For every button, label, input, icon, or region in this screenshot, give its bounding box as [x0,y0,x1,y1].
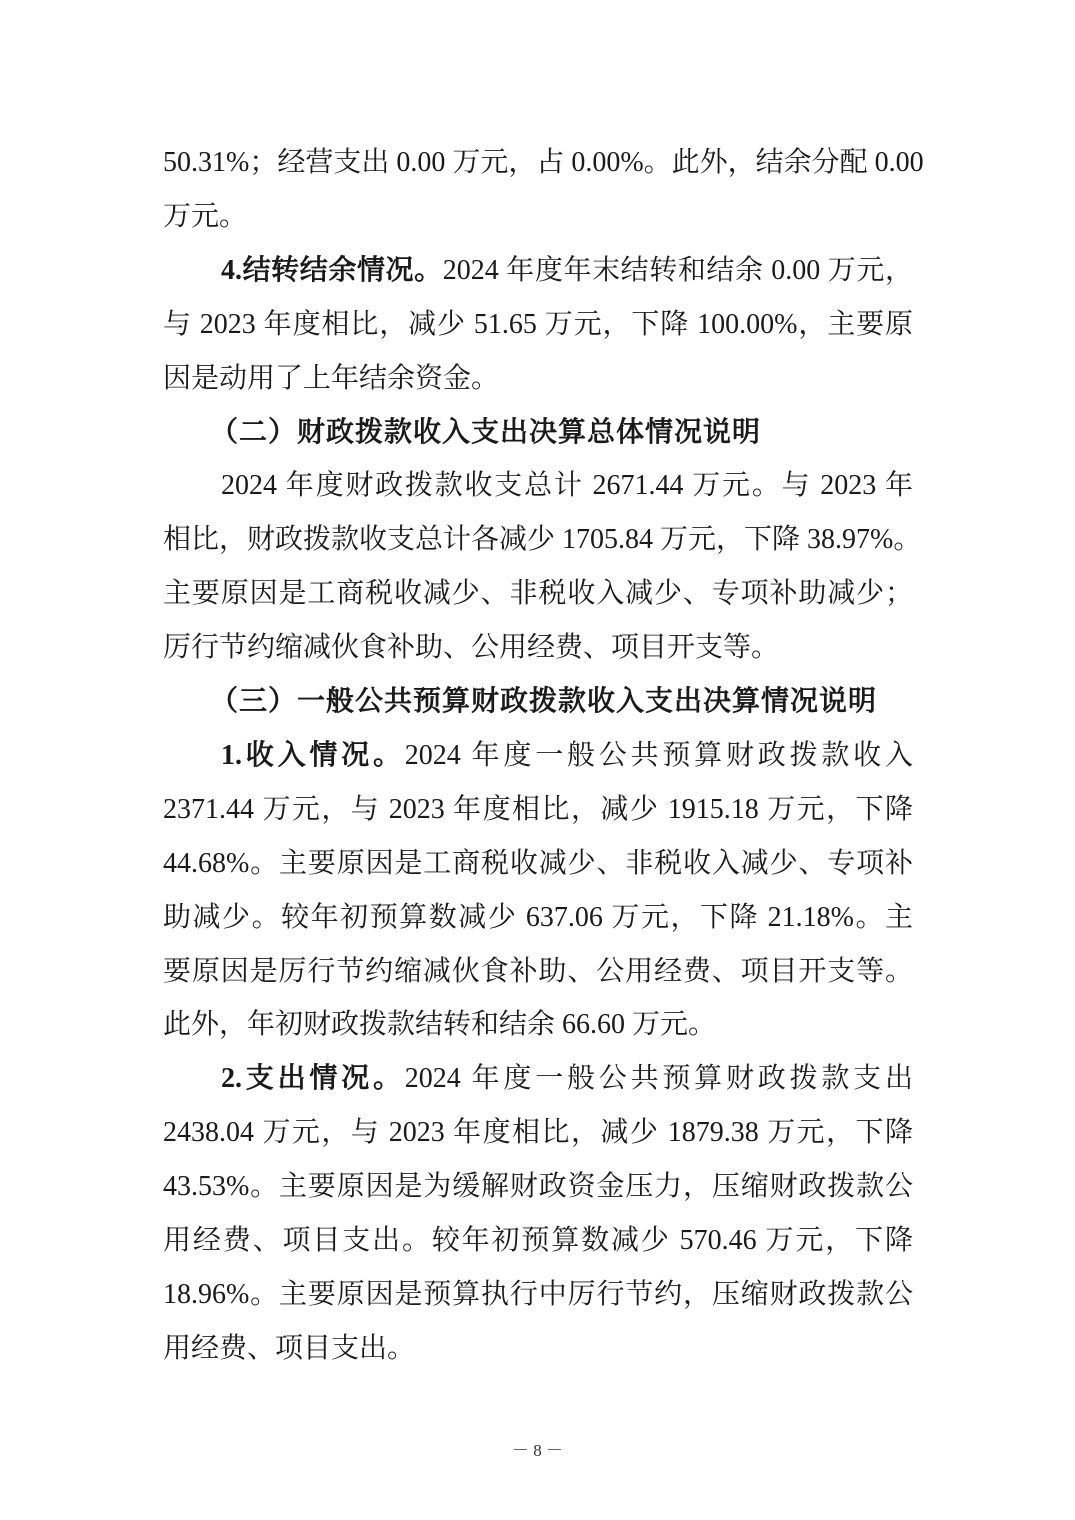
line-text: 万元。 [163,200,248,232]
section-heading [210,413,913,453]
line-text: 44.68%。主要原因是工商税收减少、非税收入减少、专项补 [163,847,913,879]
text-line [163,197,913,237]
text-line [163,1005,913,1045]
text-line [163,628,913,668]
section-heading [210,682,913,722]
page-number: － 8 － [512,1441,563,1460]
text-line [163,1113,913,1153]
line-text: 与 2023 年度相比，减少 51.65 万元，下降 100.00%，主要原 [163,308,913,340]
paragraph-lead: 4.结转结余情况。 [221,254,443,286]
line-text: 2438.04 万元，与 2023 年度相比，减少 1879.38 万元，下降 [163,1117,913,1149]
text-line [163,574,913,614]
line-text: 43.53%。主要原因是为缓解财政资金压力，压缩财政拨款公 [163,1171,913,1203]
text-line [163,143,924,183]
text-line [221,466,913,506]
paragraph-lead: 1.收入情况。 [221,739,405,771]
line-text: 主要原因是工商税收减少、非税收入减少、专项补助减少； [163,578,913,610]
text-line [163,952,913,992]
text-line [163,359,913,399]
text-line [221,1059,913,1099]
line-text: 厉行节约缩减伙食补助、公用经费、项目开支等。 [163,632,780,664]
line-text: 2371.44 万元，与 2023 年度相比，减少 1915.18 万元，下降 [163,793,913,825]
line-text: 2024 年度一般公共预算财政拨款收入 [404,739,913,771]
line-text: 2024 年度年末结转和结余 0.00 万元， [442,254,913,286]
text-line [163,1275,913,1315]
line-text: 相比，财政拨款收支总计各减少 1705.84 万元，下降 38.97%。 [163,524,922,556]
line-text: 因是动用了上年结余资金。 [163,362,500,394]
text-line [163,1167,913,1207]
line-text: （三）一般公共预算财政拨款收入支出决算情况说明 [210,686,878,717]
text-line [221,736,913,776]
line-text: 要原因是厉行节约缩减伙食补助、公用经费、项目开支等。 [163,955,913,987]
paragraph-lead: 2.支出情况。 [221,1063,405,1095]
text-line [163,844,913,884]
line-text: 此外，年初财政拨款结转和结余 66.60 万元。 [163,1009,717,1041]
text-line [163,790,913,830]
line-text: （二）财政拨款收入支出决算总体情况说明 [210,416,762,448]
line-text: 2024 年度一般公共预算财政拨款支出 [404,1063,913,1095]
line-text: 50.31%；经营支出 0.00 万元，占 0.00%。此外，结余分配 0.00 [163,147,924,178]
text-line [163,1329,913,1369]
text-line [163,520,922,560]
text-line [163,305,913,345]
text-line [221,251,913,291]
text-line [163,1221,913,1261]
line-text: 助减少。较年初预算数减少 637.06 万元，下降 21.18%。主 [163,901,913,933]
line-text: 2024 年度财政拨款收支总计 2671.44 万元。与 2023 年 [221,470,913,502]
line-text: 18.96%。主要原因是预算执行中厉行节约，压缩财政拨款公 [163,1278,913,1310]
text-line [163,898,913,938]
line-text: 用经费、项目支出。 [163,1332,416,1364]
line-text: 用经费、项目支出。较年初预算数减少 570.46 万元，下降 [163,1225,913,1256]
